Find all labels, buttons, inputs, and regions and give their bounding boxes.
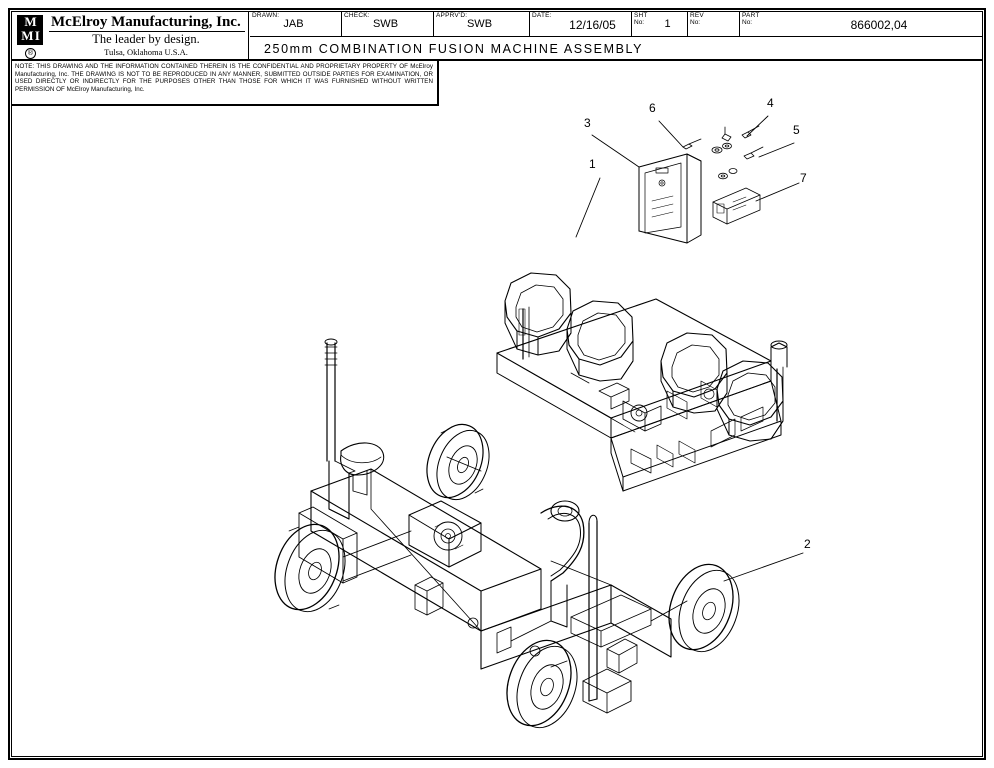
confidentiality-note-text: NOTE: THIS DRAWING AND THE INFORMATION CONTAINED THEREIN IS THE CONFIDENTIAL AND PROPRIETARY PROPERTY OF McElroy Manufacturing, Inc. THE DRAWING IS NOT TO BE REPRODUCED IN ANY MANNER, SUBMITTED OUTSIDE PARTIES FOR EXAMINATION, OR USED DIRECTLY OR INDIRECTLY FOR THE PURPOSES OTHER THAN THOSE FOR WHICH IT WAS FURNISHED WITHOUT WRITTEN PERMISSION OF McElroy Manufacturing, Inc. — [15, 63, 433, 93]
field-approved-value: SWB — [466, 18, 493, 30]
drawing-title: 250mm COMBINATION FUSION MACHINE ASSEMBLY — [264, 42, 644, 56]
wheel-front-left — [264, 515, 356, 620]
company-logo-block — [11, 11, 249, 61]
company-tagline: The leader by design. — [92, 32, 200, 46]
control-panel — [639, 154, 701, 243]
field-drawn-value: JAB — [283, 18, 304, 30]
field-sheet — [632, 11, 688, 36]
field-part-number — [740, 11, 982, 36]
field-part-label: PART — [742, 12, 760, 19]
field-part-value: 866002,04 — [850, 18, 908, 32]
field-sheet-value: 1 — [664, 18, 671, 30]
drawing-title-row — [250, 36, 982, 61]
leader-lines — [576, 116, 803, 581]
clamp-jaw-2 — [567, 301, 633, 381]
field-date-label: DATE: — [532, 12, 552, 19]
field-check-label: CHECK: — [344, 12, 370, 19]
field-drawn — [250, 11, 342, 36]
mmi-logo-icon: M M I — [17, 15, 43, 45]
field-date — [530, 11, 632, 36]
field-drawn-label: DRAWN: — [252, 12, 280, 19]
balloon-1: 1 — [589, 157, 596, 171]
field-revision-label2: No: — [690, 19, 701, 26]
field-part-label2: No: — [742, 19, 753, 26]
balloon-4: 4 — [767, 96, 774, 110]
registered-mark-icon: ® — [25, 48, 36, 59]
balloon-5: 5 — [793, 123, 800, 137]
field-revision — [688, 11, 740, 36]
field-approved — [434, 11, 530, 36]
fusion-machine-body — [497, 273, 787, 491]
clamp-jaw-1 — [505, 273, 571, 355]
balloon-7: 7 — [800, 171, 807, 185]
field-check-value: SWB — [372, 18, 399, 30]
field-check — [342, 11, 434, 36]
company-name: McElroy Manufacturing, Inc. — [51, 14, 241, 30]
axles — [343, 457, 687, 667]
field-date-value: 12/16/05 — [569, 18, 616, 32]
company-city: Tulsa, Oklahoma U.S.A. — [104, 47, 188, 57]
title-block — [11, 11, 983, 61]
field-approved-label: APPRV'D: — [436, 12, 468, 19]
balloon-6: 6 — [649, 101, 656, 115]
assembly-illustration — [11, 61, 983, 757]
fastener-hardware — [683, 126, 763, 224]
balloon-3: 3 — [584, 116, 591, 130]
field-sheet-label: SHT — [634, 12, 648, 19]
balloon-2: 2 — [804, 537, 811, 551]
field-sheet-label2: No: — [634, 19, 645, 26]
field-revision-label: REV — [690, 12, 704, 19]
drawing-canvas — [11, 61, 983, 757]
